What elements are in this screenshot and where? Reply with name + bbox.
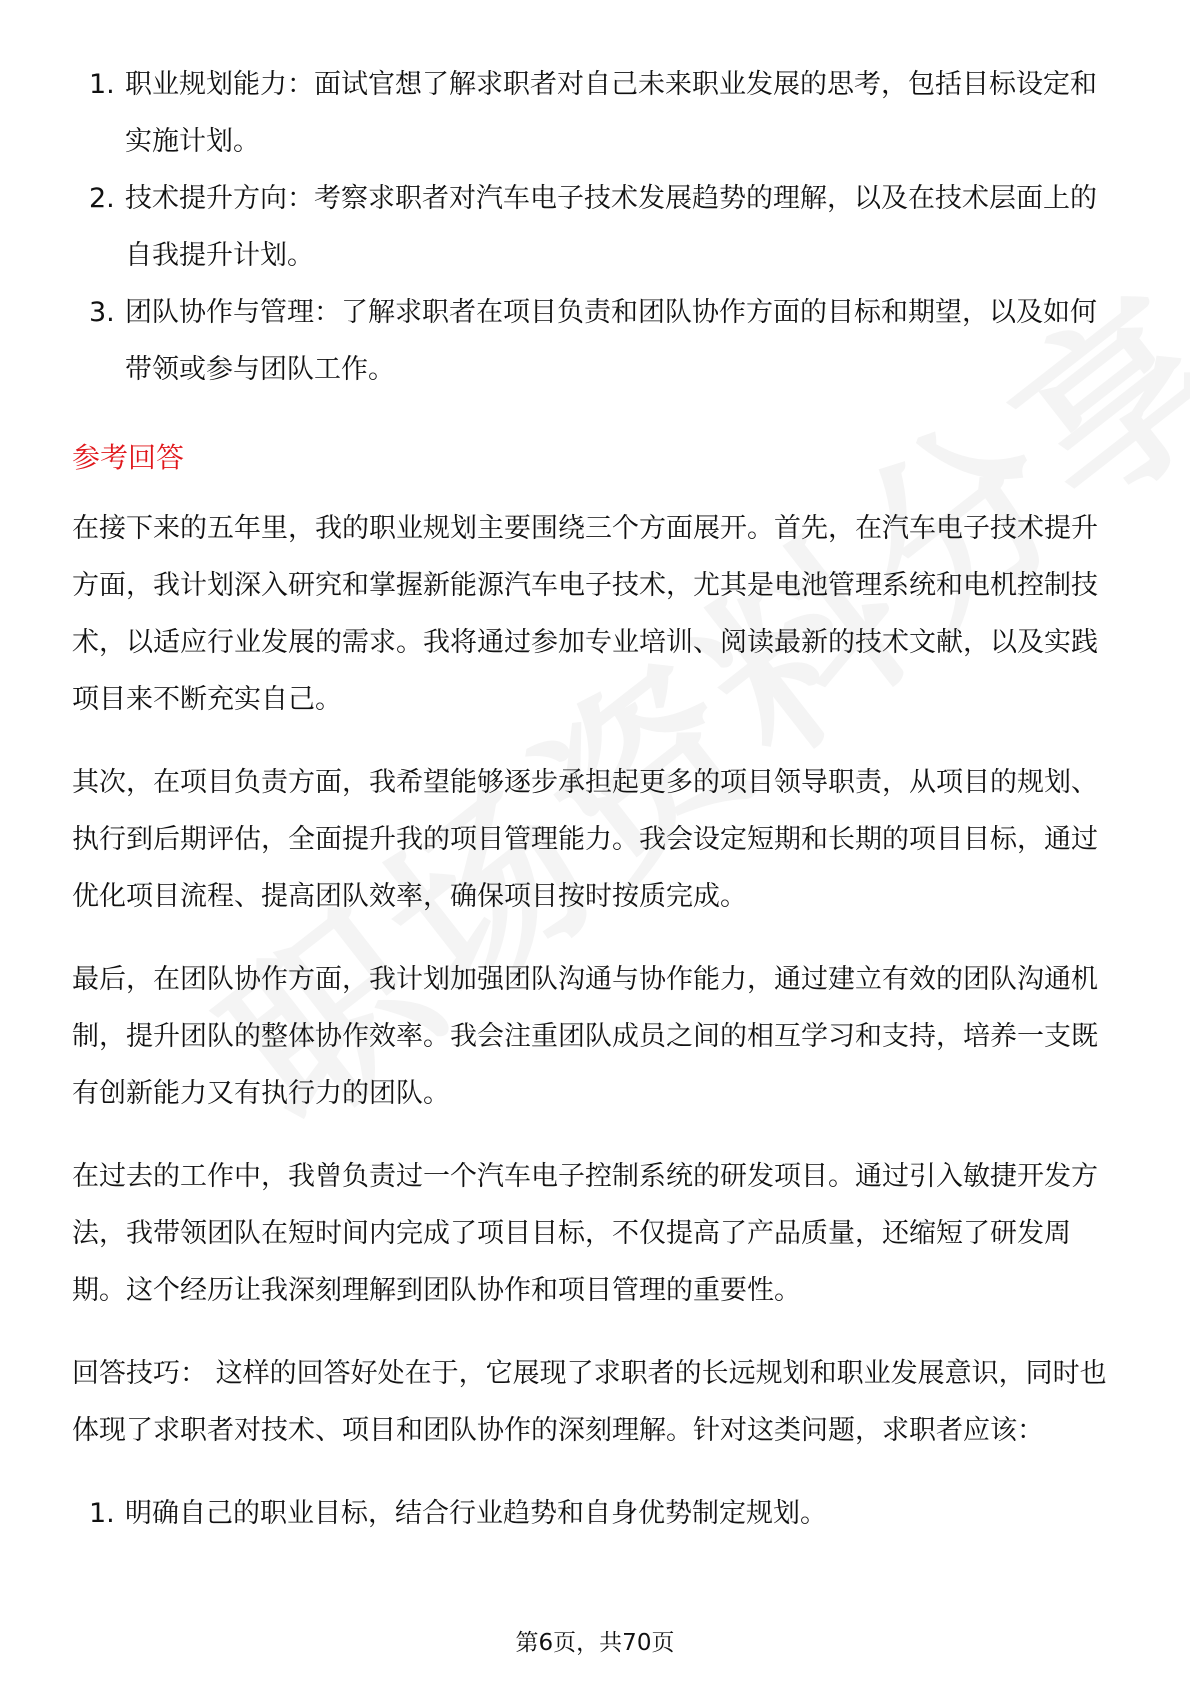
list-item-number: 2.	[89, 183, 115, 214]
section-title: 参考回答	[72, 441, 185, 474]
answer-paragraph: 在过去的工作中，我曾负责过一个汽车电子控制系统的研发项目。通过引入敏捷开发方法，我带领团队在短时间内完成了项目目标，不仅提高了产品质量，还缩短了研发周期。这个经历让我深刻理解到团队协作和项目管理的重要性。	[72, 1161, 1098, 1306]
page-number: 第6页，共70页	[515, 1630, 675, 1656]
list-item-number: 1.	[89, 69, 115, 100]
list-item-text: 技术提升方向：考察求职者对汽车电子技术发展趋势的理解，以及在技术层面上的自我提升计划。	[125, 183, 1097, 271]
list-item	[72, 170, 1122, 284]
focus-points-list	[72, 56, 1122, 398]
answer-paragraph: 最后，在团队协作方面，我计划加强团队沟通与协作能力，通过建立有效的团队沟通机制，提升团队的整体协作效率。我会注重团队成员之间的相互学习和支持，培养一支既有创新能力又有执行力的团队。	[72, 964, 1098, 1109]
list-item-text: 团队协作与管理：了解求职者在项目负责和团队协作方面的目标和期望，以及如何带领或参与团队工作。	[125, 297, 1097, 385]
page-content	[72, 56, 1122, 1542]
list-item-text: 职业规划能力：面试官想了解求职者对自己未来职业发展的思考，包括目标设定和实施计划。	[125, 69, 1097, 157]
list-item-text: 明确自己的职业目标，结合行业趋势和自身优势制定规划。	[125, 1498, 827, 1529]
list-item-number: 1.	[89, 1498, 115, 1529]
answer-paragraph: 其次，在项目负责方面，我希望能够逐步承担起更多的项目领导职责，从项目的规划、执行到后期评估，全面提升我的项目管理能力。我会设定短期和长期的项目目标，通过优化项目流程、提高团队效率，确保项目按时按质完成。	[72, 767, 1098, 912]
list-item	[72, 56, 1122, 170]
answer-paragraph: 在接下来的五年里，我的职业规划主要围绕三个方面展开。首先，在汽车电子技术提升方面，我计划深入研究和掌握新能源汽车电子技术，尤其是电池管理系统和电机控制技术，以适应行业发展的需求。我将通过参加专业培训、阅读最新的技术文献，以及实践项目来不断充实自己。	[72, 513, 1098, 715]
list-item	[72, 284, 1122, 398]
tips-list	[72, 1485, 1122, 1542]
list-item-number: 3.	[89, 297, 115, 328]
list-item	[72, 1485, 1122, 1542]
tips-paragraph: 回答技巧： 这样的回答好处在于，它展现了求职者的长远规划和职业发展意识，同时也体现了求职者对技术、项目和团队协作的深刻理解。针对这类问题，求职者应该：	[72, 1358, 1107, 1446]
